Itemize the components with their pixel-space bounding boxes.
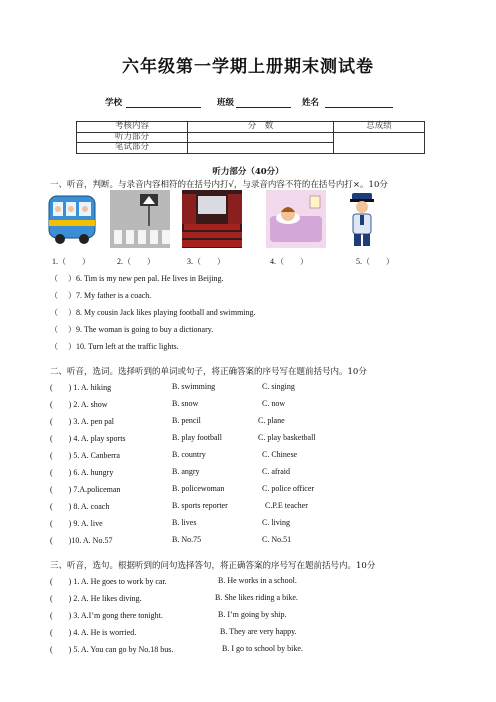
answer-b[interactable]: B. She likes riding a bike. (215, 593, 298, 602)
section2-instruction: 二、听音，选词。选择听到的单词或句子，将正确答案的序号写在题前括号内。10分 (50, 367, 367, 377)
question-a[interactable]: ( ) 3. A. pen pal (50, 417, 114, 426)
question-a[interactable]: ( ) 4. A. play sports (50, 434, 126, 443)
option-b[interactable]: B. pencil (172, 416, 201, 425)
cell-total-score[interactable] (334, 132, 425, 153)
option-c[interactable]: C. living (262, 518, 291, 527)
option-b[interactable]: B. policewoman (172, 484, 225, 493)
list-item[interactable]: （ ）10. Turn left at the traffic lights. (50, 342, 179, 351)
option-b[interactable]: B. country (172, 450, 206, 459)
school-bus-icon (46, 190, 98, 248)
name-blank[interactable] (325, 98, 393, 108)
option-b[interactable]: B. sports reporter (172, 501, 228, 510)
cell-writing-score[interactable] (188, 143, 334, 154)
question-a[interactable]: ( ) 2. A. show (50, 400, 108, 409)
row-writing: 笔试部分 (77, 143, 188, 154)
option-b[interactable]: B. lives (172, 518, 197, 527)
row-listening: 听力部分 (77, 132, 188, 143)
cinema-icon (182, 190, 242, 248)
police-officer-icon (344, 190, 380, 248)
picture-label[interactable]: 3.（ ） (187, 257, 225, 266)
option-c[interactable]: C. now (262, 399, 286, 408)
section1-instruction: 一、听音，判断。与录音内容相符的在括号内打√，与录音内容不符的在括号内打×。10分 (50, 180, 388, 190)
class-blank[interactable] (236, 98, 291, 108)
listening-heading: 听力部分（40分） (212, 167, 284, 177)
question-a[interactable]: ( ) 9. A. live (50, 519, 103, 528)
question-a[interactable]: ( ) 7.A.policeman (50, 485, 121, 494)
option-b[interactable]: B. swimming (172, 382, 216, 391)
option-c[interactable]: C. Chinese (262, 450, 298, 459)
list-item[interactable]: （ ）8. My cousin Jack likes playing football and swimming. (50, 308, 256, 317)
answer-b[interactable]: B. They are very happy. (220, 627, 297, 636)
question-a[interactable]: ( ) 1. A. hiking (50, 383, 112, 392)
answer-a[interactable]: ( ) 4. A. He is worried. (50, 628, 137, 637)
question-a[interactable]: ( ) 5. A. Canberra (50, 451, 120, 460)
answer-a[interactable]: ( ) 5. A. You can go by No.18 bus. (50, 645, 174, 654)
question-a[interactable]: ( )10. A. No.57 (50, 536, 113, 545)
answer-b[interactable]: B. I’m going by ship. (218, 610, 287, 619)
header-total: 总成绩 (334, 122, 425, 133)
picture-label[interactable]: 5.（ ） (356, 257, 394, 266)
option-c[interactable]: C. plane (258, 416, 285, 425)
option-c[interactable]: C. singing (262, 382, 295, 391)
school-label: 学校 (105, 98, 123, 108)
score-table (76, 121, 425, 154)
page-title: 六年级第一学期上册期末测试卷 (122, 57, 374, 77)
name-field[interactable] (302, 96, 393, 108)
picture-label[interactable]: 1.（ ） (52, 257, 90, 266)
list-item[interactable]: （ ）7. My father is a coach. (50, 291, 152, 300)
answer-b[interactable]: B. He works in a school. (218, 576, 297, 585)
option-c[interactable]: C. afraid (262, 467, 290, 476)
class-label: 班级 (217, 98, 235, 108)
option-b[interactable]: B. No.75 (172, 535, 202, 544)
answer-a[interactable]: ( ) 1. A. He goes to work by car. (50, 577, 167, 586)
section3-instruction: 三、听音，选句。根据听到的问句选择答句，将正确答案的序号写在题前括号内。10分 (50, 561, 376, 571)
list-item[interactable]: （ ）9. The woman is going to buy a dictionary. (50, 325, 214, 334)
list-item[interactable]: （ ）6. Tim is my new pen pal. He lives in Beijing. (50, 274, 224, 283)
picture-label[interactable]: 4.（ ） (270, 257, 308, 266)
name-label: 姓名 (302, 98, 320, 108)
header-content: 考核内容 (77, 122, 188, 133)
answer-b[interactable]: B. I go to school by bike. (222, 644, 303, 653)
option-b[interactable]: B. snow (172, 399, 199, 408)
sleeping-girl-icon (266, 190, 326, 248)
answer-a[interactable]: ( ) 3. A.I’m gong there tonight. (50, 611, 163, 620)
cell-listening-score[interactable] (188, 132, 334, 143)
option-c[interactable]: C. play basketball (258, 433, 316, 442)
option-c[interactable]: C.P.E teacher (265, 501, 308, 510)
class-field[interactable] (217, 96, 291, 108)
picture-label[interactable]: 2.（ ） (117, 257, 155, 266)
option-b[interactable]: B. angry (172, 467, 200, 476)
question-a[interactable]: ( ) 6. A. hungry (50, 468, 114, 477)
school-blank[interactable] (126, 98, 201, 108)
option-b[interactable]: B. play football (172, 433, 222, 442)
school-field[interactable] (105, 96, 201, 108)
option-c[interactable]: C. No.51 (262, 535, 292, 544)
question-a[interactable]: ( ) 8. A. coach (50, 502, 110, 511)
header-score: 分 数 (188, 122, 334, 133)
crosswalk-icon (110, 190, 170, 248)
option-c[interactable]: C. police officer (262, 484, 315, 493)
answer-a[interactable]: ( ) 2. A. He likes diving. (50, 594, 142, 603)
